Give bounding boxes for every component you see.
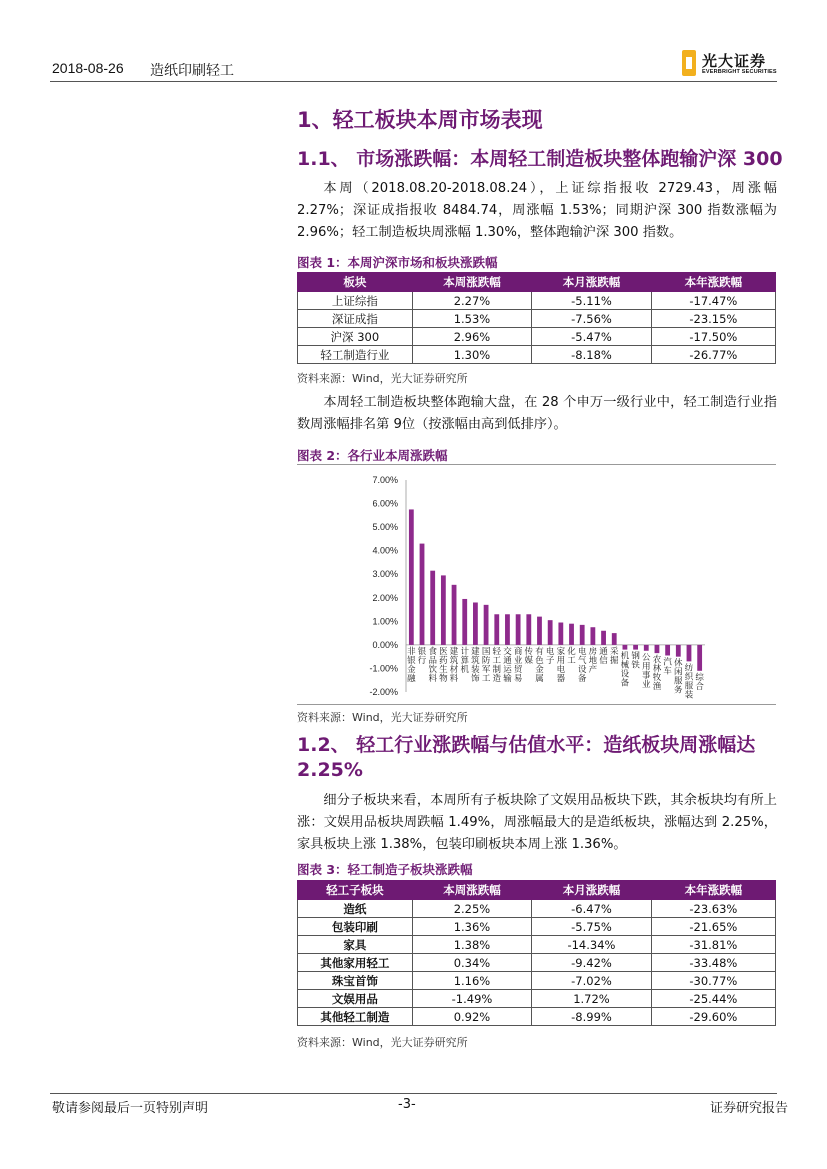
x-category-label: 房地产 (588, 646, 598, 675)
bar (644, 645, 649, 651)
table-header-cell: 本年涨跌幅 (651, 273, 775, 292)
table-cell: -25.44% (651, 990, 775, 1008)
table-header-cell: 轻工子板块 (298, 881, 413, 900)
bar (494, 614, 499, 645)
table-cell: -5.75% (532, 918, 652, 936)
table-row (298, 310, 776, 328)
bar (569, 624, 574, 645)
bar (516, 614, 521, 645)
table-cell: 2.96% (412, 328, 532, 346)
table-cell: -8.99% (532, 1008, 652, 1026)
x-category-label: 综合 (695, 672, 704, 692)
table-cell: -23.15% (651, 310, 775, 328)
figure-3-title: 图表 3：轻工制造子板块涨跌幅 (297, 862, 473, 877)
table-cell: 2.25% (412, 900, 532, 918)
table-cell: -5.47% (532, 328, 652, 346)
bar (462, 599, 467, 645)
bar (633, 645, 638, 650)
table-cell: 1.72% (532, 990, 652, 1008)
x-category-label: 建筑材料 (449, 646, 459, 684)
x-category-label: 家用电器 (556, 646, 566, 684)
paragraph-3: 细分子板块来看，本周所有子板块除了文娱用品板块下跌，其余板块均有所上涨：文娱用品板块周跌幅 1.49%，周涨幅最大的是造纸板块，涨幅达到 2.25%，家具板块上涨 1.38%，包装印刷板块本周上涨 1.36%。 (297, 793, 777, 852)
y-tick-label: 7.00% (372, 475, 398, 485)
table-cell: 1.30% (412, 346, 532, 364)
bar (505, 614, 510, 645)
bar (537, 617, 542, 645)
bar (580, 625, 585, 645)
bar (452, 585, 457, 645)
table-cell: 1.16% (412, 972, 532, 990)
section-title: 1、轻工板块本周市场表现 (297, 108, 543, 132)
x-category-label: 银行 (417, 646, 427, 666)
table-cell: 文娱用品 (298, 990, 413, 1008)
table-cell: 其他家用轻工 (298, 954, 413, 972)
subsection-title-1: 1.1、 市场涨跌幅：本周轻工制造板块整体跑输沪深 300 (297, 148, 783, 170)
table-cell: 1.36% (412, 918, 532, 936)
figure-2-title: 图表 2：各行业本周涨跌幅 (297, 448, 448, 463)
footer-disclaimer: 敬请参阅最后一页特别声明 (52, 1101, 209, 1116)
bar (420, 544, 425, 645)
figure-2-bottom-rule (297, 704, 776, 705)
table-row (298, 1008, 776, 1026)
paragraph-1: 本周（2018.08.20-2018.08.24），上证综指报收 2729.43，周涨幅 2.27%；深证成指报收 8484.74，周涨幅 1.53%；同期沪深 300 指数涨幅为 2.96%；轻工制造板块周涨幅 1.30%，整体跑输沪深 300 指数。 (297, 181, 777, 240)
subsection-title-2-line1: 1.2、 轻工行业涨跌幅与估值水平：造纸板块周涨幅达 (297, 734, 756, 756)
logo-mark-icon (682, 50, 696, 76)
table-cell: -5.11% (532, 292, 652, 310)
x-category-label: 非银金融 (407, 646, 416, 684)
table-cell: -6.47% (532, 900, 652, 918)
table-cell: -33.48% (651, 954, 775, 972)
industry-weekly-return-chart (360, 470, 740, 706)
table-row (298, 954, 776, 972)
table-row (298, 900, 776, 918)
y-tick-label: -1.00% (369, 663, 398, 674)
table-row (298, 346, 776, 364)
figure-3-table (297, 880, 776, 1026)
x-category-label: 轻工制造 (492, 646, 502, 684)
table-cell: -17.47% (651, 292, 775, 310)
x-category-label: 电子 (545, 646, 555, 666)
table-cell: -7.02% (532, 972, 652, 990)
footer-report-type: 证券研究报告 (710, 1101, 789, 1116)
table-header-cell: 本周涨跌幅 (412, 273, 532, 292)
header-divider (50, 81, 777, 82)
table-cell: 0.34% (412, 954, 532, 972)
table-cell: 1.38% (412, 936, 532, 954)
x-category-label: 化工 (567, 646, 576, 666)
table-cell: 包装印刷 (298, 918, 413, 936)
figure-2-source: 资料来源：Wind，光大证券研究所 (297, 711, 468, 724)
x-category-label: 食品饮料 (428, 646, 437, 684)
y-tick-label: 5.00% (372, 522, 398, 533)
table-header-row (298, 881, 776, 900)
company-logo (682, 48, 782, 80)
figure-2-top-rule (297, 464, 776, 465)
figure-1-table (297, 272, 776, 364)
logo-text-en: EVERBRIGHT SECURITIES (702, 69, 777, 75)
table-row (298, 990, 776, 1008)
table-header-cell: 本月涨跌幅 (532, 273, 652, 292)
bar (687, 645, 692, 661)
x-category-label: 有色金属 (535, 646, 544, 684)
page-number: -3- (398, 1097, 416, 1112)
subsection-title-2 (297, 733, 787, 783)
bar (473, 602, 478, 644)
table-cell: -29.60% (651, 1008, 775, 1026)
bar (612, 633, 617, 645)
table-cell: 0.92% (412, 1008, 532, 1026)
table-row (298, 936, 776, 954)
table-cell: -30.77% (651, 972, 775, 990)
bar (526, 614, 531, 645)
x-category-label: 国防军工 (481, 646, 491, 684)
bar (655, 645, 660, 653)
bar (601, 631, 606, 645)
table-cell: -23.63% (651, 900, 775, 918)
table-row (298, 918, 776, 936)
y-tick-label: 2.00% (372, 592, 398, 603)
bar (409, 509, 414, 644)
x-category-label: 商业贸易 (513, 646, 523, 684)
x-category-label: 通信 (599, 646, 608, 666)
table-cell: 上证综指 (298, 292, 413, 310)
bar (558, 623, 563, 645)
bar (590, 627, 595, 645)
x-category-label: 纺织服装 (684, 663, 694, 701)
table-cell: -8.18% (532, 346, 652, 364)
table-header-cell: 本年涨跌幅 (651, 881, 775, 900)
figure-1-source: 资料来源：Wind，光大证券研究所 (297, 372, 468, 385)
bar (441, 575, 446, 644)
logo-text-cn: 光大证券 (702, 52, 767, 70)
x-category-label: 传媒 (524, 646, 534, 666)
x-category-label: 医药生物 (439, 646, 448, 684)
footer-divider (50, 1093, 777, 1094)
x-category-label: 汽车 (663, 657, 672, 677)
table-cell: 1.53% (412, 310, 532, 328)
y-tick-label: 1.00% (372, 616, 398, 627)
table-header-row (298, 273, 776, 292)
subsection-title-2-line2: 2.25% (297, 759, 363, 781)
bar (665, 645, 670, 656)
x-category-label: 休闲服务 (674, 658, 683, 696)
x-category-label: 农林牧渔 (652, 655, 662, 693)
table-header-cell: 板块 (298, 273, 413, 292)
table-cell: -14.34% (532, 936, 652, 954)
table-cell: 轻工制造行业 (298, 346, 413, 364)
table-cell: 造纸 (298, 900, 413, 918)
table-cell: -21.65% (651, 918, 775, 936)
table-row (298, 972, 776, 990)
table-cell: -26.77% (651, 346, 775, 364)
y-tick-label: -2.00% (369, 687, 398, 697)
table-cell: 沪深 300 (298, 328, 413, 346)
table-cell: -17.50% (651, 328, 775, 346)
table-cell: -1.49% (412, 990, 532, 1008)
table-header-cell: 本周涨跌幅 (412, 881, 532, 900)
figure-3-source: 资料来源：Wind，光大证券研究所 (297, 1036, 468, 1049)
table-header-cell: 本月涨跌幅 (532, 881, 652, 900)
bar (548, 620, 553, 645)
table-cell: 2.27% (412, 292, 532, 310)
bar (430, 571, 435, 645)
table-cell: 珠宝首饰 (298, 972, 413, 990)
x-category-label: 钢铁 (631, 651, 640, 671)
x-category-label: 交通运输 (503, 646, 512, 684)
table-cell: 深证成指 (298, 310, 413, 328)
x-category-label: 计算机 (460, 646, 469, 675)
y-tick-label: 4.00% (372, 545, 398, 556)
x-category-label: 建筑装饰 (471, 646, 480, 684)
bar (484, 605, 489, 645)
table-cell: 家具 (298, 936, 413, 954)
x-category-label: 采掘 (609, 646, 619, 666)
table-row (298, 292, 776, 310)
paragraph-2: 本周轻工制造板块整体跑输大盘，在 28 个申万一级行业中，轻工制造行业指数周涨幅排名第 9位（按涨幅由高到低排序）。 (297, 395, 777, 432)
x-category-label: 电气设备 (577, 646, 587, 684)
table-cell: 其他轻工制造 (298, 1008, 413, 1026)
table-cell: -9.42% (532, 954, 652, 972)
x-category-label: 公用事业 (642, 652, 651, 690)
bar (697, 645, 702, 671)
header-date: 2018-08-26 (52, 60, 124, 76)
y-tick-label: 3.00% (372, 569, 398, 580)
y-tick-label: 0.00% (372, 639, 398, 650)
bar (623, 645, 628, 650)
y-tick-label: 6.00% (372, 498, 398, 509)
bar (676, 645, 681, 657)
table-row (298, 328, 776, 346)
figure-1-title: 图表 1：本周沪深市场和板块涨跌幅 (297, 255, 498, 270)
x-category-label: 机械设备 (620, 651, 630, 689)
header-industry: 造纸印刷轻工 (150, 63, 234, 79)
table-cell: -31.81% (651, 936, 775, 954)
table-cell: -7.56% (532, 310, 652, 328)
